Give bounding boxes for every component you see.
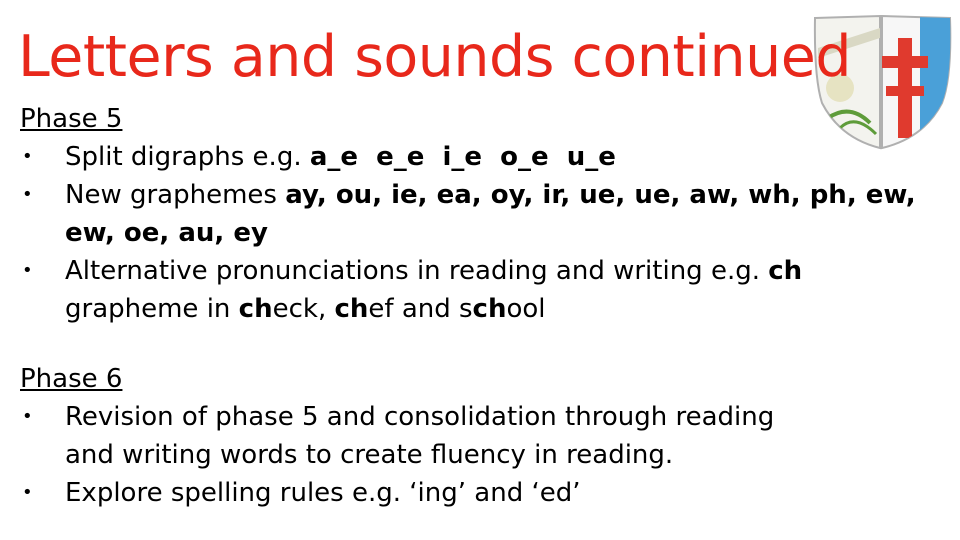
- bullet-marker: •: [22, 146, 33, 167]
- new-graphemes: ay, ou, ie, ea, oy, ir, ue, ue, aw, wh, ph, ew, ew, oe, au, ey: [65, 180, 916, 248]
- list-item: [20, 398, 940, 474]
- bullet-text: New graphemes: [65, 180, 286, 210]
- bullet-text: Explore spelling rules e.g. ‘ing’ and ‘ed’: [65, 478, 581, 508]
- bullet-marker: •: [22, 482, 33, 503]
- list-item: [20, 252, 940, 328]
- bullet-text: and writing words to create fluency in reading.: [65, 440, 674, 470]
- split-digraphs: a_e e_e i_e o_e u_e: [309, 142, 616, 172]
- grapheme-ch: ch: [472, 294, 507, 324]
- bullet-text: Revision of phase 5 and consolidation through reading: [65, 402, 775, 432]
- phase6-list: [20, 398, 940, 512]
- bullet-marker: •: [22, 184, 33, 205]
- grapheme-ch: ch: [334, 294, 369, 324]
- bullet-text: Split digraphs e.g.: [65, 142, 310, 172]
- bullet-text: eck,: [272, 294, 335, 324]
- slide-body: [20, 100, 940, 512]
- list-item: [20, 138, 940, 176]
- phase6-heading: Phase 6: [20, 364, 123, 394]
- bullet-text: Alternative pronunciations in reading and writing e.g.: [65, 256, 769, 286]
- bullet-text: ef and s: [368, 294, 473, 324]
- slide-title: Letters and sounds continued: [18, 24, 852, 90]
- grapheme-ch: ch: [768, 256, 803, 286]
- grapheme-ch: ch: [238, 294, 273, 324]
- phase5-heading: Phase 5: [20, 104, 123, 134]
- phase5-list: [20, 138, 940, 328]
- bullet-marker: •: [22, 260, 33, 281]
- bullet-text: grapheme in: [65, 294, 239, 324]
- list-item: [20, 176, 940, 252]
- list-item: [20, 474, 940, 512]
- bullet-text: ool: [506, 294, 546, 324]
- bullet-marker: •: [22, 406, 33, 427]
